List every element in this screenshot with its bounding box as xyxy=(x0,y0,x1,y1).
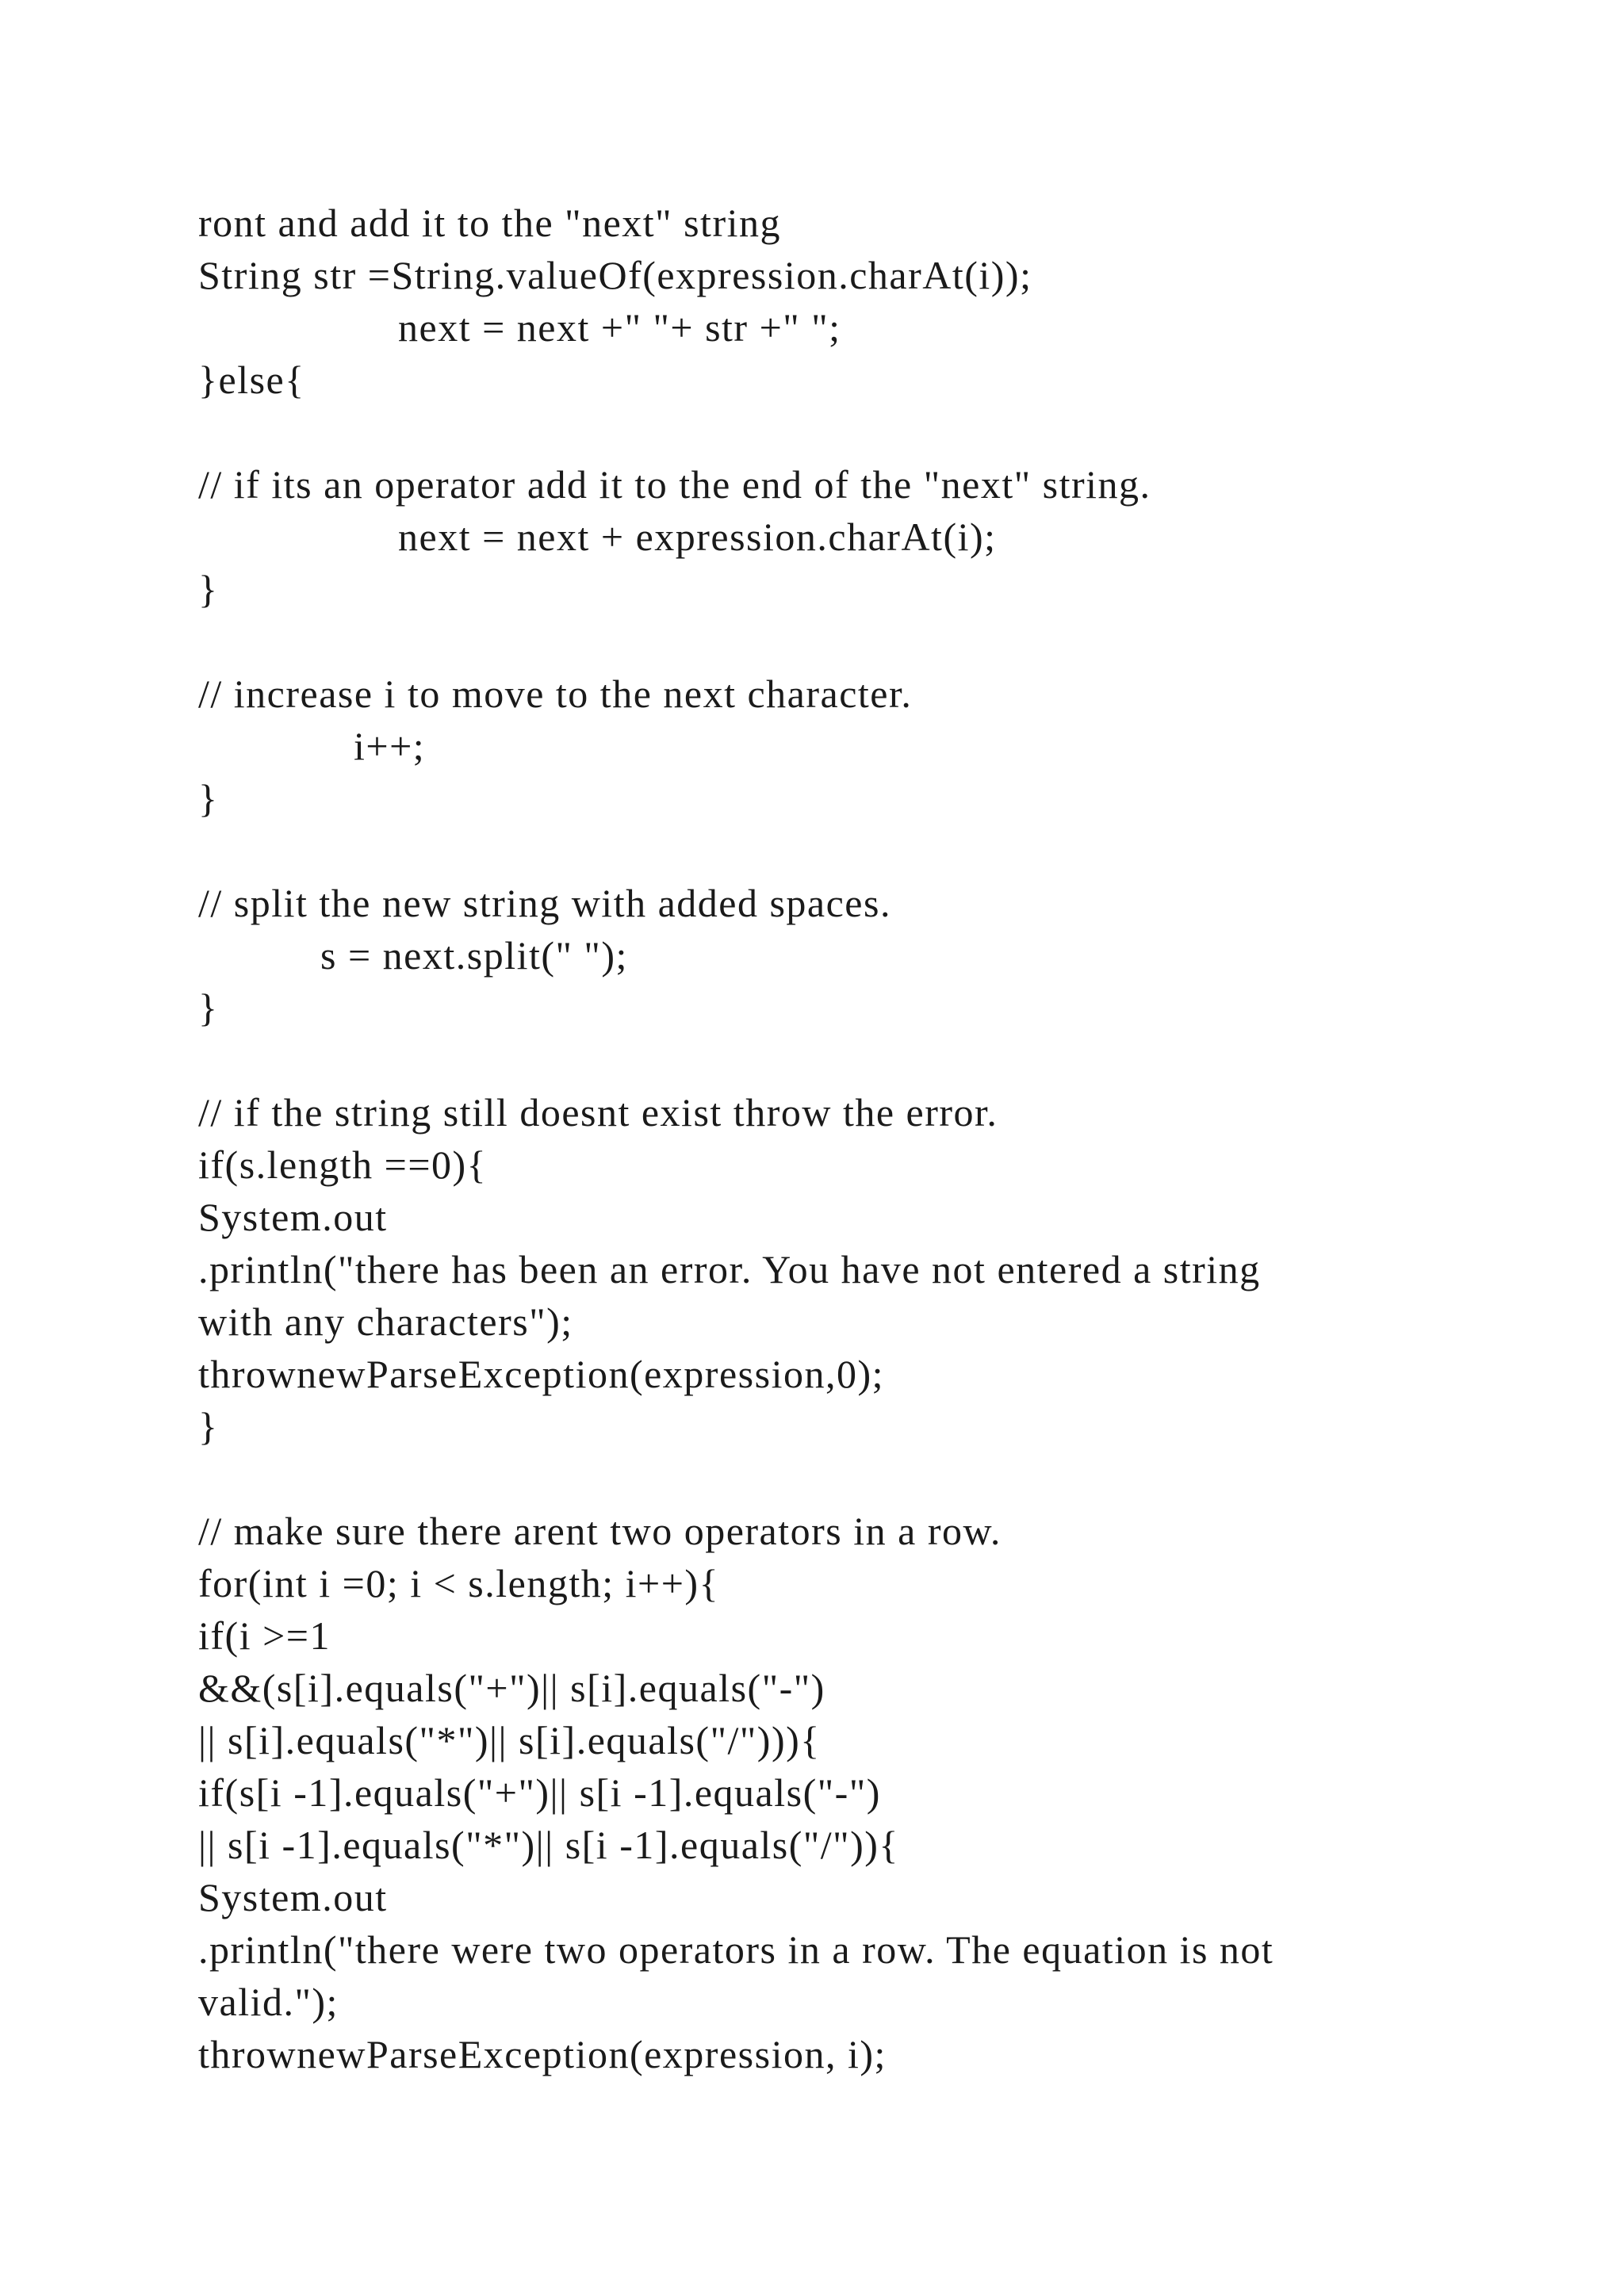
text-line: // increase i to move to the next character. xyxy=(198,672,913,716)
text-line: valid."); xyxy=(198,1980,339,2024)
text-line: if(i >=1 xyxy=(198,1613,331,1658)
text-line: } xyxy=(198,776,219,821)
blank-line xyxy=(198,1452,1467,1505)
text-line: &&(s[i].equals("+")|| s[i].equals("-") xyxy=(198,1666,825,1710)
text-line: next = next + expression.charAt(i); xyxy=(198,515,997,559)
text-line: } xyxy=(198,985,219,1030)
text-line: String str =String.valueOf(expression.charAt(i)); xyxy=(198,253,1032,297)
text-line: }else{ xyxy=(198,358,305,402)
blank-line xyxy=(198,615,1467,668)
text-line: System.out xyxy=(198,1195,388,1239)
text-line: .println("there were two operators in a row. The equation is not xyxy=(198,1927,1274,1972)
text-line: if(s.length ==0){ xyxy=(198,1142,488,1187)
code-text-block xyxy=(198,197,1467,2080)
blank-line xyxy=(198,825,1467,877)
text-line: for(int i =0; i < s.length; i++){ xyxy=(198,1561,720,1605)
blank-line xyxy=(198,1034,1467,1086)
text-line: || s[i].equals("*")|| s[i].equals("/"))){ xyxy=(198,1718,821,1762)
text-line: thrownewParseException(expression, i); xyxy=(198,2032,887,2076)
text-line: // if its an operator add it to the end of the "next" string. xyxy=(198,462,1151,507)
text-line: thrownewParseException(expression,0); xyxy=(198,1352,884,1396)
text-line: if(s[i -1].equals("+")|| s[i -1].equals("-") xyxy=(198,1770,881,1815)
text-line: i++; xyxy=(198,724,426,768)
text-line: ront and add it to the "next" string xyxy=(198,201,781,245)
text-line: // make sure there arent two operators in a row. xyxy=(198,1509,1002,1553)
blank-line xyxy=(198,406,1467,458)
text-line: with any characters"); xyxy=(198,1299,573,1344)
text-line: System.out xyxy=(198,1875,388,1919)
text-line: } xyxy=(198,567,219,611)
text-line: // split the new string with added spaces. xyxy=(198,881,891,925)
text-line: next = next +" "+ str +" "; xyxy=(198,305,841,350)
text-line: s = next.split(" "); xyxy=(198,933,628,978)
text-line: } xyxy=(198,1404,219,1448)
text-line: || s[i -1].equals("*")|| s[i -1].equals("/")){ xyxy=(198,1823,899,1867)
text-line: // if the string still doesnt exist throw the error. xyxy=(198,1090,998,1135)
text-line: .println("there has been an error. You have not entered a string xyxy=(198,1247,1261,1292)
